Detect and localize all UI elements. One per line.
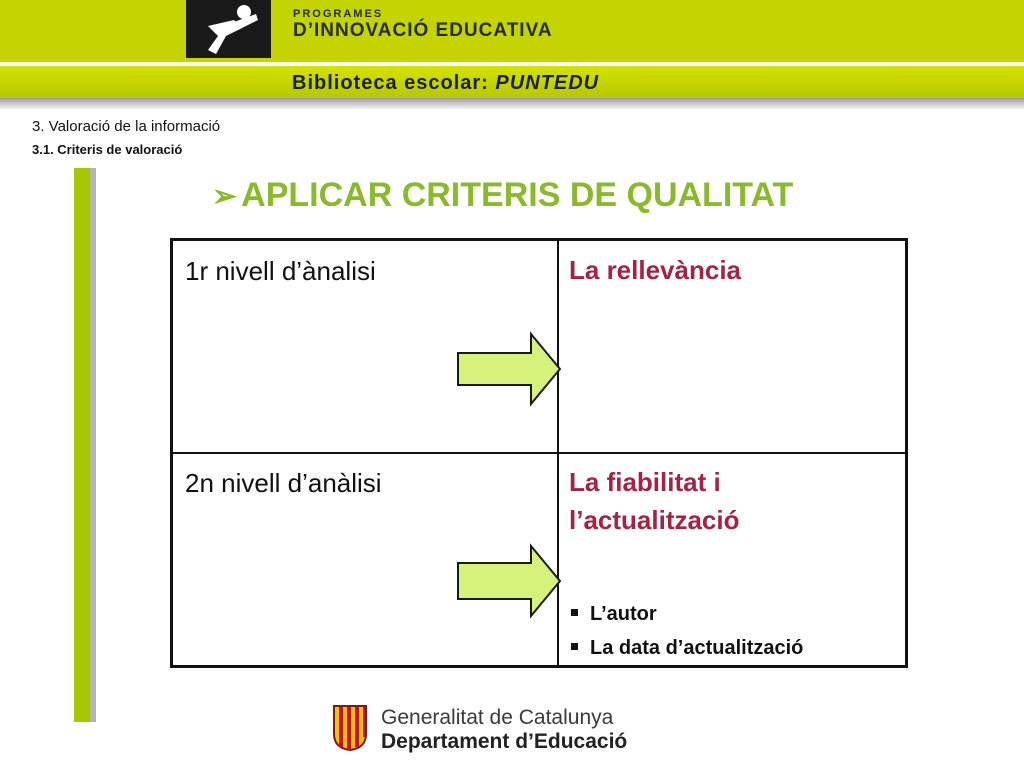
program-label: PROGRAMES	[293, 8, 384, 20]
breadcrumb-section: 3. Valoració de la informació	[32, 118, 221, 135]
senyera-shield-icon	[332, 704, 368, 752]
criterion-2-line-1: La fiabilitat i	[569, 467, 721, 497]
level-1-label: 1r nivell d’ànalisi	[185, 256, 376, 286]
arrow-bullet-icon: ➢	[212, 180, 238, 213]
page-heading	[212, 176, 793, 215]
running-figure-icon	[186, 0, 271, 58]
criterion-2-line-2: l’actualització	[569, 505, 740, 535]
list-item	[569, 597, 803, 631]
program-logo	[186, 0, 271, 58]
criterion-1-line-1: La rellevància	[569, 255, 741, 285]
square-bullet-icon	[571, 643, 578, 650]
banner-shadow	[0, 98, 1024, 110]
heading-text: APLICAR CRITERIS DE QUALITAT	[241, 176, 794, 214]
banner-emph: PUNTEDU	[495, 72, 600, 94]
right-arrow-icon	[455, 331, 563, 407]
level-2-label: 2n nivell d’anàlisi	[185, 468, 382, 498]
footer-department: Departament d’Educació	[381, 730, 628, 753]
side-bar-green	[74, 168, 90, 722]
header-banner	[0, 0, 1024, 62]
criteria-table	[170, 238, 908, 668]
criteria-bullet-list	[569, 597, 803, 665]
bullet-text: La data d’actualització	[590, 637, 804, 659]
bullet-text: L’autor	[590, 603, 657, 625]
right-arrow-icon	[455, 543, 563, 619]
breadcrumb-subsection: 3.1. Criteris de valoració	[32, 142, 183, 157]
table-divider-horizontal	[173, 452, 905, 454]
footer-organization: Generalitat de Catalunya	[381, 706, 614, 729]
banner-prefix: Biblioteca escolar:	[292, 72, 496, 94]
subheader-banner	[0, 66, 1024, 98]
side-bar-gray	[90, 168, 96, 722]
banner-title	[292, 72, 599, 95]
square-bullet-icon	[571, 609, 578, 616]
list-item	[569, 631, 803, 665]
program-title: D’INNOVACIÓ EDUCATIVA	[293, 20, 553, 41]
